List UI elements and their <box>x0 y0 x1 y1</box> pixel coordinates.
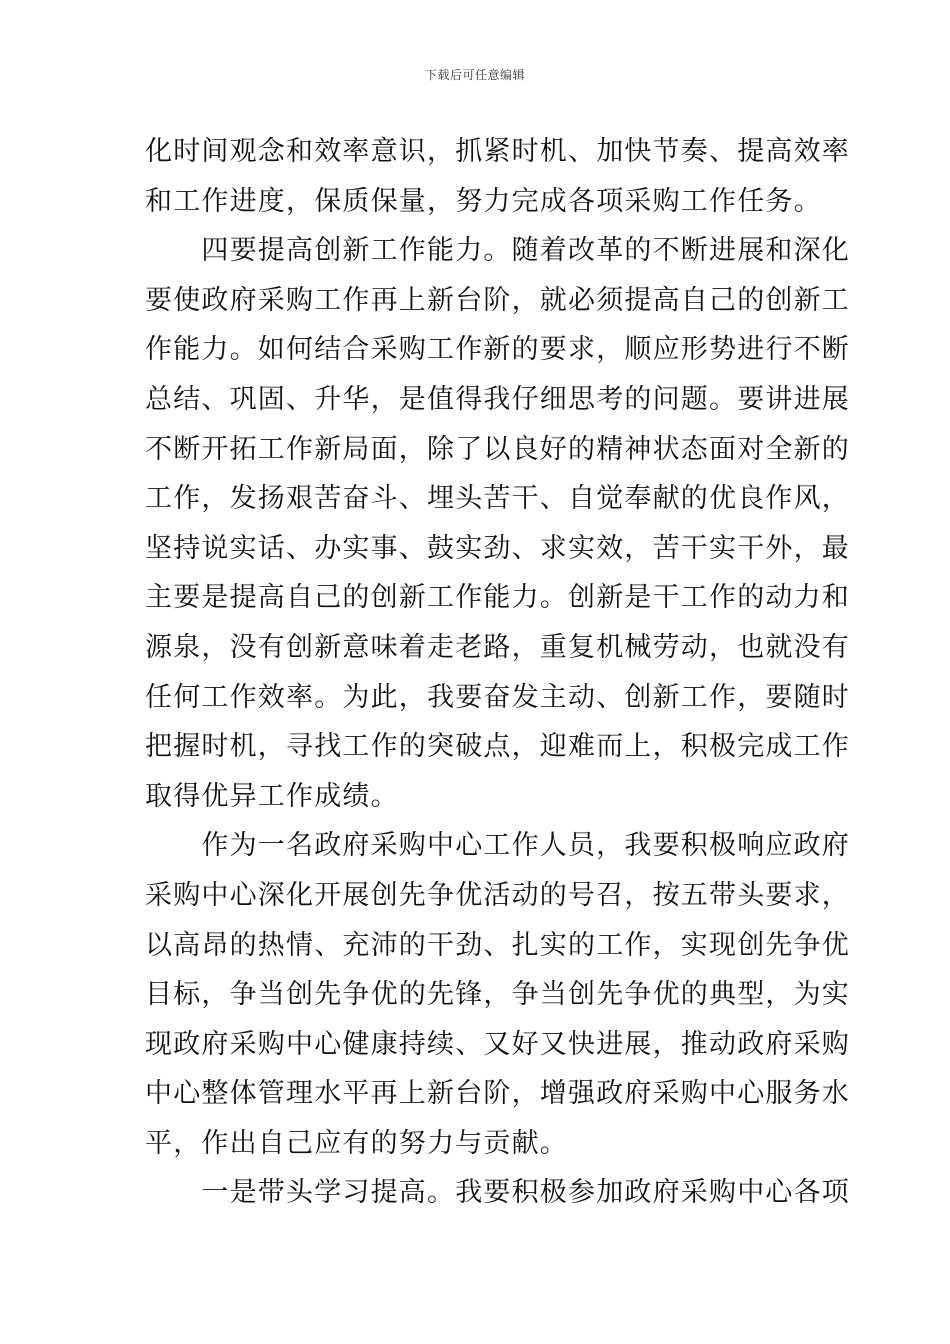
text-line: 坚持说实话、办实事、鼓实劲、求实效，苦干实干外，最 <box>145 532 850 564</box>
text-line: 以高昂的热情、充沛的干劲、扎实的工作，实现创先争优 <box>145 929 850 961</box>
text-line: 中心整体管理水平再上新台阶，增强政府采购中心服务水 <box>145 1078 850 1110</box>
text-line: 四要提高创新工作能力。随着改革的不断进展和深化 <box>145 235 850 267</box>
text-line: 源泉，没有创新意味着走老路，重复机械劳动，也就没有 <box>145 631 850 663</box>
text-line: 总结、巩固、升华，是值得我仔细思考的问题。要讲进展 <box>145 383 850 415</box>
text-line: 采购中心深化开展创先争优活动的号召，按五带头要求， <box>145 879 850 911</box>
text-line: 和工作进度，保质保量，努力完成各项采购工作任务。 <box>145 185 822 217</box>
text-line: 工作，发扬艰苦奋斗、埋头苦干、自觉奉献的优良作风， <box>145 483 850 515</box>
document-body <box>145 127 850 1218</box>
text-line: 作为一名政府采购中心工作人员，我要积极响应政府 <box>145 830 850 862</box>
text-line: 作能力。如何结合采购工作新的要求，顺应形势进行不断 <box>145 334 850 366</box>
text-line: 取得优异工作成绩。 <box>145 780 399 812</box>
text-line: 化时间观念和效率意识，抓紧时机、加快节奏、提高效率 <box>145 136 850 167</box>
page-header-note: 下载后可任意编辑 <box>424 68 525 82</box>
text-line: 一是带头学习提高。我要积极参加政府采购中心各项 <box>145 1177 850 1209</box>
text-line: 要使政府采购工作再上新台阶，就必须提高自己的创新工 <box>145 284 850 316</box>
text-line: 平，作出自己应有的努力与贡献。 <box>145 1127 568 1159</box>
text-line: 现政府采购中心健康持续、又好又快进展，推动政府采购 <box>145 1028 850 1060</box>
text-line: 目标，争当创先争优的先锋，争当创先争优的典型，为实 <box>145 979 850 1011</box>
text-line: 主要是提高自己的创新工作能力。创新是干工作的动力和 <box>145 582 850 614</box>
text-line: 把握时机，寻找工作的突破点，迎难而上，积极完成工作 <box>145 731 850 763</box>
text-line: 不断开拓工作新局面，除了以良好的精神状态面对全新的 <box>145 433 850 465</box>
text-line: 任何工作效率。为此，我要奋发主动、创新工作，要随时 <box>145 681 850 713</box>
